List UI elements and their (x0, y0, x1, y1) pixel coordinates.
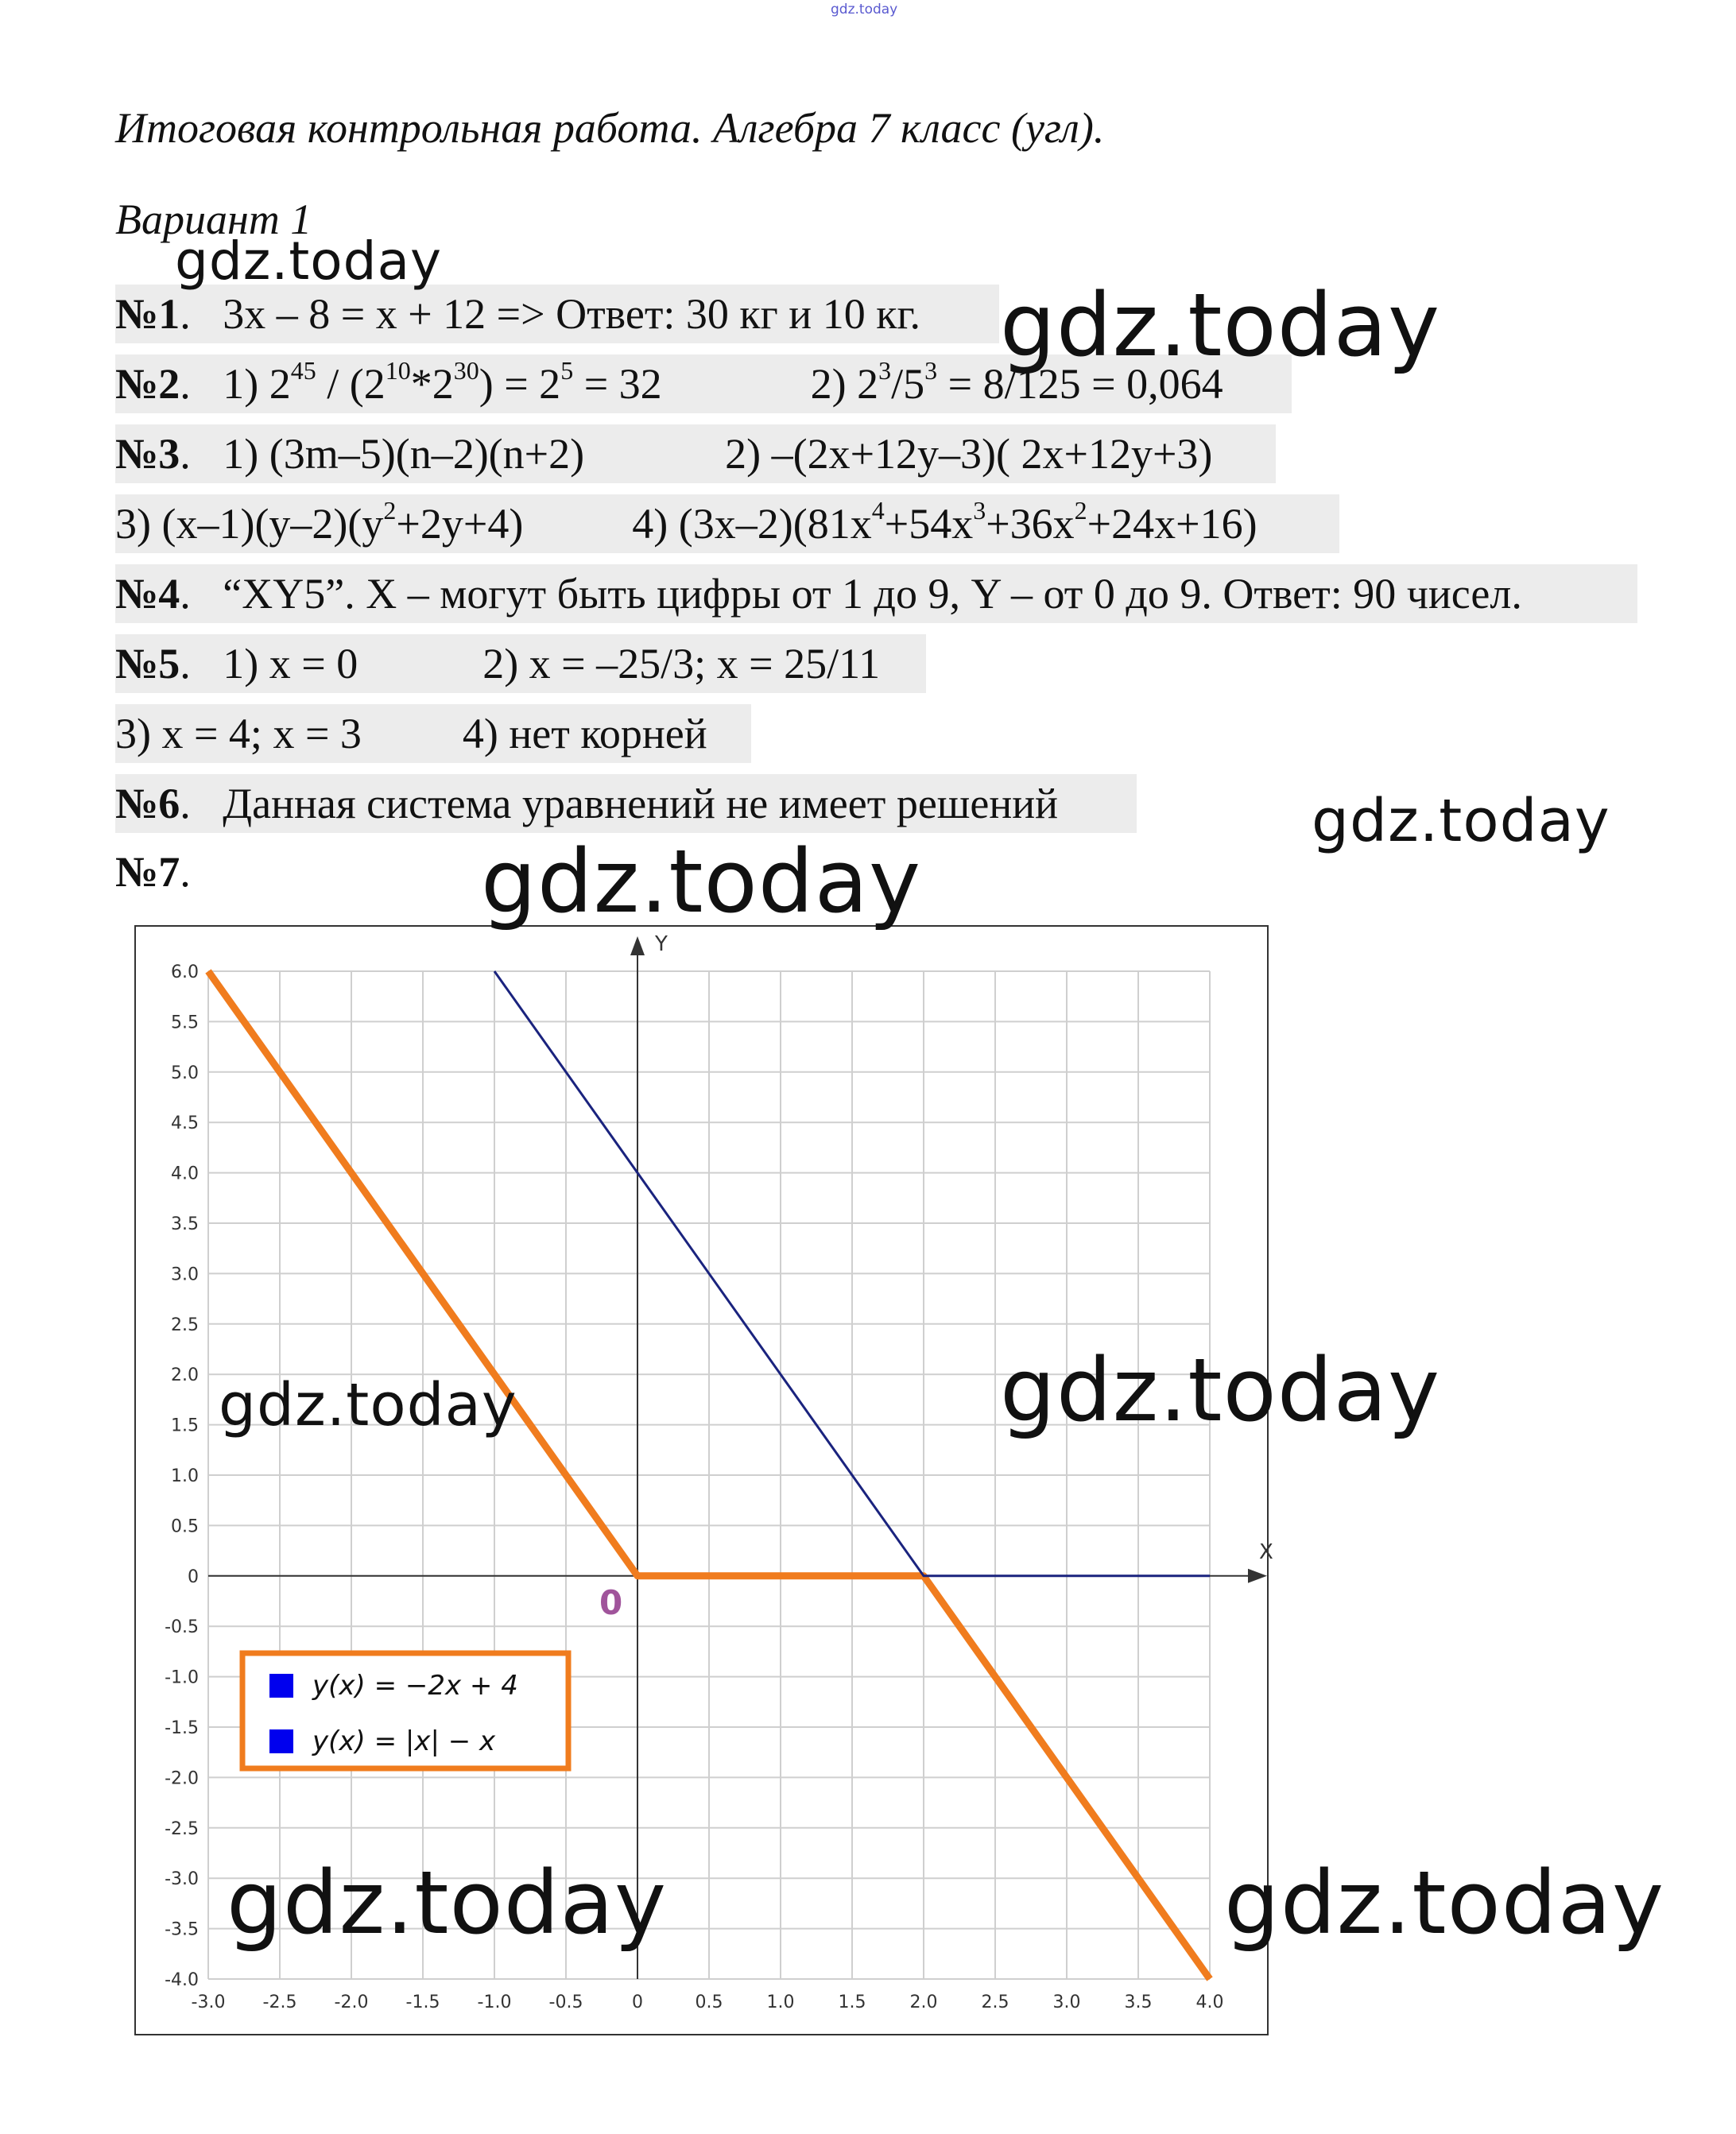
legend (242, 1653, 568, 1768)
y-tick-label: 4.5 (171, 1113, 199, 1134)
origin-label: 0 (599, 1582, 623, 1622)
watermark: gdz.today (1224, 1852, 1665, 1954)
page-title: Итоговая контрольная работа. Алгебра 7 класс (угл). (115, 104, 1105, 152)
variant-heading: Вариант 1 (115, 196, 312, 243)
problem-2: №2. 1) $2^{45} / (2^{10}*2^{30}) = 2^5 = 32$ 2) $2^3/5^3 = 8/125 = 0,064$ (115, 354, 1292, 413)
problem-7: №7. (115, 848, 191, 896)
watermark: gdz.today (481, 831, 922, 932)
y-tick-label: 2.0 (171, 1365, 199, 1386)
y-tick-label: 6.0 (171, 962, 199, 982)
x-tick-label: 0 (632, 1993, 643, 2012)
problem-3: №3. 1) (3m–5)(n–2)(n+2) 2) –(2x+12y–3)( 2x+12y+3) (115, 424, 1276, 483)
y-tick-label: 2.5 (171, 1315, 199, 1335)
problem-1: №1. 3x – 8 = x + 12 => Ответ: 30 кг и 10 кг. (115, 285, 999, 343)
x-tick-label: -0.5 (548, 1993, 583, 2012)
y-tick-label: -2.5 (165, 1818, 199, 1839)
x-axis-label: X (1259, 1540, 1273, 1564)
problem-5: №5. 1) x = 0 2) x = –25/3; x = 25/11 (115, 634, 926, 693)
x-tick-label: -2.5 (262, 1993, 297, 2012)
legend-label: y(x) = |x| − x (312, 1725, 496, 1757)
x-tick-label: 1.5 (838, 1993, 866, 2012)
y-tick-label: -4.0 (165, 1970, 199, 1990)
x-tick-label: -1.5 (405, 1993, 440, 2012)
grid (208, 971, 1210, 1979)
legend-label: y(x) = −2x + 4 (312, 1670, 518, 1702)
y-tick-label: -3.0 (165, 1869, 199, 1890)
watermark: gdz.today (227, 1852, 668, 1954)
x-tick-label: 4.0 (1195, 1993, 1224, 2012)
y-tick-label: 3.0 (171, 1265, 199, 1285)
x-tick-label: 3.5 (1124, 1993, 1153, 2012)
x-tick-label: 2.5 (981, 1993, 1009, 2012)
x-tick-label: -2.0 (334, 1993, 369, 2012)
watermark: gdz.today (1000, 1339, 1441, 1441)
y-tick-label: 3.5 (171, 1214, 199, 1234)
legend-swatch (269, 1674, 293, 1698)
problem-3-cont: 3) $(x-1)(y-2)(y^2+2y+4)$ 4) $(3x-2)(81x^4+54x^3+36x^2+24x+16)$ (115, 494, 1339, 553)
problem-5-cont: 3) x = 4; x = 3 4) нет корней (115, 704, 751, 763)
x-tick-label: 0.5 (695, 1993, 723, 2012)
problem-6: №6. Данная система уравнений не имеет решений (115, 774, 1137, 833)
y-axis-label: Y (655, 932, 668, 956)
y-tick-label: -2.0 (165, 1768, 199, 1789)
top-watermark: gdz.today (831, 2, 898, 17)
y-tick-label: -0.5 (165, 1617, 199, 1638)
x-tick-label: 3.0 (1052, 1993, 1081, 2012)
watermark: gdz.today (219, 1371, 517, 1439)
y-tick-label: 1.0 (171, 1466, 199, 1486)
y-tick-label: 4.0 (171, 1164, 199, 1184)
x-tick-label: 1.0 (766, 1993, 795, 2012)
legend-swatch (269, 1729, 293, 1753)
y-tick-label: -1.5 (165, 1718, 199, 1738)
x-tick-label: 2.0 (909, 1993, 938, 2012)
y-tick-label: -1.0 (165, 1667, 199, 1688)
watermark: gdz.today (175, 230, 443, 292)
watermark: gdz.today (1312, 787, 1610, 855)
x-tick-label: -1.0 (477, 1993, 512, 2012)
y-tick-label: 5.5 (171, 1013, 199, 1033)
y-tick-label: 1.5 (171, 1416, 199, 1436)
problem-4: №4. “XY5”. X – могут быть цифры от 1 до 9, Y – от 0 до 9. Ответ: 90 чисел. (115, 564, 1637, 623)
y-tick-label: 0 (188, 1567, 199, 1587)
y-tick-label: -3.5 (165, 1919, 199, 1940)
y-tick-label: 0.5 (171, 1516, 199, 1537)
x-tick-label: -3.0 (191, 1993, 226, 2012)
watermark: gdz.today (1000, 274, 1441, 376)
y-tick-label: 5.0 (171, 1063, 199, 1083)
